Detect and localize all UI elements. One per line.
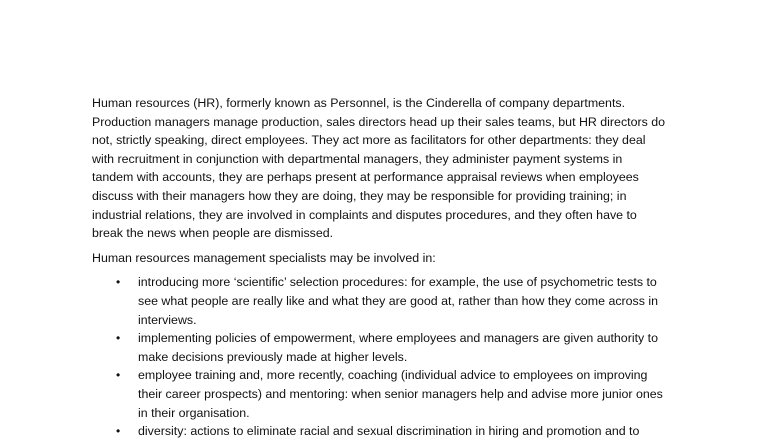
intro-line: tandem with accounts, they are perhaps present at performance appraisal reviews when employees [92,170,639,185]
intro-line: discuss with their managers how they are doing, they may be responsible for providing training; in [92,188,627,203]
bullet-line: make decisions previously made at higher levels. [138,349,408,364]
intro-line: Production managers manage production, sales directors head up their sales teams, but HR directors do [92,114,666,129]
bullet-line: interviews. [138,312,197,327]
intro-line: break the news when people are dismissed. [92,226,334,241]
bullet-icon: • [116,368,121,383]
bullet-line: in their organisation. [138,405,250,420]
bullet-icon: • [116,331,121,346]
intro-line: not, strictly speaking, direct employees. They act more as facilitators for other departments: they deal [92,133,646,148]
bullet-icon: • [116,275,121,290]
bullet-line: employee training and, more recently, coaching (individual advice to employees on improving [138,368,648,383]
bullet-line: see what people are really like and what they are good at, rather than how they come across in [138,293,659,308]
bullet-list [92,273,692,440]
bullet-item [92,422,692,441]
intro-line: with recruitment in conjunction with departmental managers, they administer payment systems in [92,151,623,166]
intro-line: industrial relations, they are involved in complaints and disputes procedures, and they often have to [92,207,637,222]
bullet-item [92,329,692,366]
bullet-line: their career prospects) and mentoring: when senior managers help and advise more junior ones [138,386,663,401]
bullet-item [92,366,692,422]
lead-in-text: Human resources management specialists may be involved in: [92,250,436,265]
bullet-icon: • [116,424,121,439]
bullet-line: implementing policies of empowerment, where employees and managers are given authority to [138,331,658,346]
intro-line: Human resources (HR), formerly known as Personnel, is the Cinderella of company departments. [92,96,626,110]
document-body [92,94,692,441]
bullet-line: introducing more ‘scientific’ selection procedures: for example, the use of psychometric tests to [138,275,657,290]
bullet-line: diversity: actions to eliminate racial and sexual discrimination in hiring and promotion and to [138,424,640,439]
lead-in-paragraph [92,249,692,268]
bullet-item [92,273,692,329]
intro-paragraph [92,94,692,243]
